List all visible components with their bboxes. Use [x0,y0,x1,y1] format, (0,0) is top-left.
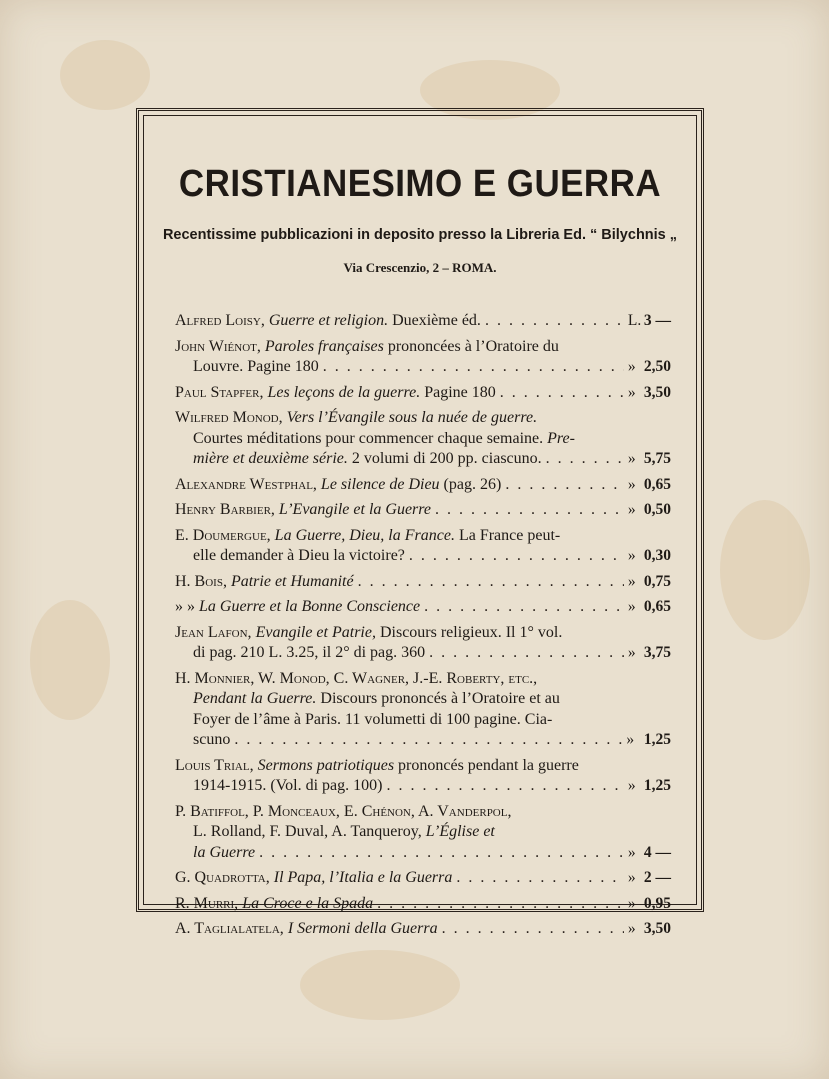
entry-line [175,730,671,751]
entry-detail: Foyer de l’âme à Paris. 11 volumetti di 100 pagine. Cia- [193,710,553,728]
entry-line [175,500,671,521]
author-name: R. Murri, [175,894,239,912]
currency-mark: » [627,869,636,886]
entry-text [175,623,562,644]
dot-leader [358,572,624,593]
entry-detail: Louvre. Pagine 180 [193,358,319,375]
author-name: Louis Trial, [175,756,254,774]
price [628,894,671,915]
entry-text [193,776,382,797]
entry-line [175,526,671,547]
author-name: Alfred Loisy, [175,312,265,329]
paper-stain [30,600,110,720]
entry-text [193,429,575,450]
dot-leader [386,776,623,797]
entry-text [175,802,511,823]
price [628,597,671,618]
entry-text [193,643,425,664]
entry-line [175,843,671,864]
list-item [175,337,671,378]
entry-line [175,546,671,567]
author-name: H. Monnier, W. Monod, C. Wagner, J.-E. Roberty, etc., [175,669,538,687]
subtitle [139,227,701,243]
entry-line [175,822,671,843]
entry-text [175,311,481,332]
price-amount: 3,50 [643,383,671,401]
author-name: Wilfred Monod, [175,409,283,426]
price [628,449,671,470]
list-item [175,500,671,521]
author-name: John Wiénot, [175,337,261,355]
price-amount: 5,75 [643,450,671,467]
entry-line [175,776,671,797]
author-name: A. Taglialatela, [175,920,284,937]
entry-text [175,756,579,777]
list-item [175,894,671,915]
list-item [175,597,671,618]
dot-leader [377,894,624,915]
currency-mark: » [627,777,636,794]
book-title: La Guerre, Dieu, la France. [274,526,455,544]
currency-mark: » [627,475,636,493]
entry-text [193,449,542,470]
entry-detail: scuno [193,731,231,748]
dot-leader [435,500,624,521]
book-title: Paroles françaises [264,337,384,355]
entry-text [175,669,537,690]
list-item [175,311,671,332]
book-title: Vers l’Évangile sous la nuée de guerre. [286,409,538,426]
entry-text [175,919,438,940]
entry-line [175,429,671,450]
entry-line [175,894,671,915]
price [628,311,671,332]
price [628,475,671,496]
entry-line [175,357,671,378]
price-amount: 2,50 [643,358,671,375]
currency-mark: » [627,572,636,590]
author-name: » » [175,598,195,615]
book-title: Les leçons de la guerre. [267,383,421,401]
entry-text [175,337,559,358]
book-title: Evangile et Patrie, [255,623,376,641]
dot-leader [505,475,624,496]
entry-detail: elle demander à Dieu la victoire? [193,547,405,564]
address: Via Crescenzio, 2 – ROMA. [343,260,497,275]
book-title: la Guerre [193,843,256,861]
author-name: Alexandre Westphal, [175,475,317,493]
publisher-name: Libreria Ed. “ Bilychnis „ [506,227,678,243]
price [628,919,671,940]
entry-detail: (pag. 26) [439,475,502,493]
currency-mark: » [627,383,636,401]
entry-detail: prononcées à l’Oratoire du [383,337,559,355]
book-title: I Sermoni della Guerra [287,920,438,937]
book-title: Pendant la Guerre. [193,690,317,707]
entry-line [175,337,671,358]
entry-text [193,689,560,710]
currency-mark: » [627,644,636,661]
list-item [175,408,671,470]
entry-line [175,710,671,731]
author-name: Jean Lafon, [175,623,252,641]
entry-text [193,357,319,378]
dot-leader [259,843,624,864]
entry-text [175,500,431,521]
entry-text [175,868,452,889]
price [628,357,671,378]
price-amount: 0,95 [643,894,671,912]
entry-detail: 1914-1915. (Vol. di pag. 100) [193,777,383,794]
currency-mark: L. [627,312,642,329]
book-title: Il Papa, l’Italia e la Guerra [273,869,453,886]
dot-leader [323,357,624,378]
currency-mark: » [627,843,636,861]
currency-mark: » [627,547,636,564]
list-item [175,756,671,797]
price-amount: 0,65 [643,598,671,615]
list-item [175,383,671,404]
entry-detail: Duexième éd. [388,312,481,329]
book-title: Le silence de Dieu [320,475,440,493]
price-amount: 0,65 [643,475,671,493]
dot-leader [234,730,622,751]
book-title: Pre- [543,429,575,447]
entry-text [175,597,420,618]
entry-line [175,383,671,404]
author-name: H. Bois, [175,572,227,590]
price-amount: 0,30 [643,547,671,564]
entry-text [193,710,552,731]
book-title: L’Evangile et la Guerre [278,501,432,518]
price-amount: 0,50 [643,501,671,518]
page-title: CRISTIANESIMO E GUERRA [178,163,662,205]
book-title: Patrie et Humanité [230,572,354,590]
entry-line [175,311,671,332]
subtitle-text: Recentissime pubblicazioni in deposito presso la [162,227,503,243]
author-name: Paul Stapfer, [175,383,264,401]
list-item [175,475,671,496]
price-amount: 3,75 [643,644,671,661]
entry-text [175,383,496,404]
dot-leader [424,597,624,618]
list-item [175,623,671,664]
currency-mark: » [627,501,636,518]
list-item [175,868,671,889]
entry-line [175,802,671,823]
entry-detail: La France peut- [454,526,561,544]
entry-line [175,643,671,664]
entry-text [175,572,354,593]
entry-detail: 2 volumi di 200 pp. ciascuno. [347,450,542,467]
entry-text [193,730,230,751]
entry-line [175,868,671,889]
entry-line [175,919,671,940]
currency-mark: » [627,450,636,467]
price [628,843,671,864]
entry-text [193,546,405,567]
price-amount: 3 — [643,312,671,329]
paper-stain [60,40,150,110]
entry-line [175,475,671,496]
price-amount: 2 — [643,869,671,886]
price-amount: 1,25 [643,777,671,794]
paper-stain [720,500,810,640]
price [626,730,671,751]
price [628,546,671,567]
author-name: P. Batiffol, P. Monceaux, E. Chénon, A. Vanderpol, [175,802,512,820]
entry-line [175,669,671,690]
price-amount: 4 — [643,843,671,861]
entry-line [175,572,671,593]
border-frame [136,108,704,937]
entry-line [175,623,671,644]
list-item [175,802,671,864]
book-title: La Croce e la Spada [242,894,374,912]
entry-line [175,756,671,777]
paper-stain [300,950,460,1020]
dot-leader [485,311,624,332]
entry-text [175,894,373,915]
author-name: G. Quadrotta, [175,869,270,886]
entry-text [193,843,255,864]
price [628,643,671,664]
list-item [175,572,671,593]
book-title: mière et deuxième série. [193,450,348,467]
entry-text [175,475,501,496]
list-item [175,526,671,567]
currency-mark: » [626,731,635,748]
entry-line [175,689,671,710]
book-title: Sermons patriotiques [257,756,395,774]
currency-mark: » [627,358,636,375]
dot-leader [546,449,624,470]
entry-text [175,526,560,547]
dot-leader [409,546,624,567]
currency-mark: » [627,598,636,615]
currency-mark: » [627,894,636,912]
dot-leader [456,868,624,889]
dot-leader [500,383,624,404]
price-amount: 3,50 [643,920,671,937]
price [628,868,671,889]
price [628,383,671,404]
currency-mark: » [627,920,636,937]
entry-detail: Discours religieux. Il 1° vol. [375,623,563,641]
price-amount: 1,25 [643,731,671,748]
entry-text [175,408,537,429]
price [628,572,671,593]
book-title: Guerre et religion. [268,312,389,329]
entry-line [175,597,671,618]
price [628,776,671,797]
entry-detail: di pag. 210 L. 3.25, il 2° di pag. 360 [193,644,426,661]
author-name: E. Doumergue, [175,526,271,544]
entry-detail: L. Rolland, F. Duval, A. Tanqueroy, [193,823,422,840]
dot-leader [429,643,624,664]
entry-detail: Discours prononcés à l’Oratoire et au [316,690,560,707]
author-name: Henry Barbier, [175,501,275,518]
book-title: L’Église et [421,823,495,840]
price-amount: 0,75 [643,572,671,590]
book-list [175,311,671,945]
entry-detail: Pagine 180 [420,383,496,401]
dot-leader [442,919,624,940]
entry-detail: Courtes méditations pour commencer chaque semaine. [193,429,544,447]
list-item [175,669,671,751]
entry-text [193,822,495,843]
book-title: La Guerre et la Bonne Conscience [199,598,421,615]
price [628,500,671,521]
entry-line [175,449,671,470]
entry-detail: prononcés pendant la guerre [394,756,579,774]
entry-line [175,408,671,429]
list-item [175,919,671,940]
